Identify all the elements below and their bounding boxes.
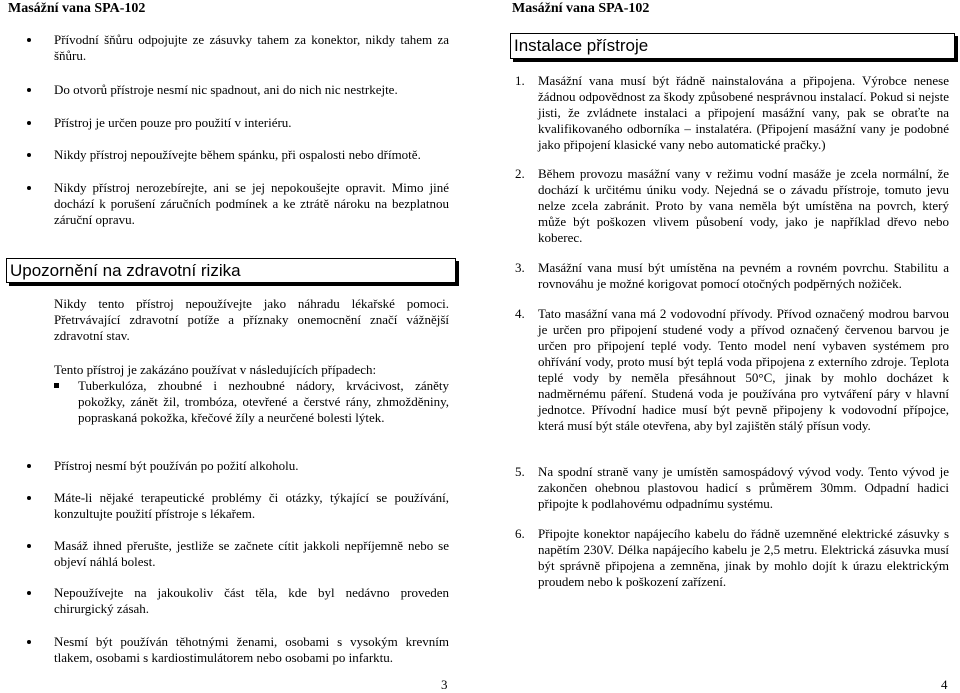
list-item: Máte-li nějaké terapeutické problémy či otázky, týkající se používání, konzultujte použití přístroje s lékařem. [54,490,449,521]
item-number: 5. [515,464,525,479]
paragraph: Nikdy tento přístroj nepoužívejte jako náhradu lékařské pomoci. Přetrvávající zdravotní potíže a příznaky onemocnění značí vážnější zdravotní stav. [54,296,449,343]
running-head: Masážní vana SPA-102 [512,1,650,16]
list-item: Nesmí být používán těhotnými ženami, osobami s vysokým krevním tlakem, osobami s kardiostimulátorem nebo osobami po infarktu. [54,634,449,665]
list-item: Nepoužívejte na jakoukoliv část těla, kde byl nedávno proveden chirurgický zásah. [54,585,449,616]
item-text: Masážní vana musí být řádně nainstalována a připojena. Výrobce nenese žádnou odpovědnost za škody způsobené nesprávnou instalací. Pokud si nejste jisti, že zvládnete instalaci a připojení masážní vany, pak se obraťte na kvalifikovaného odborníka – instalatéra. (Připojení masážní vany je podobné jako připojení klasické vany nebo automatické pračky.) [538,73,949,152]
list-item: Tuberkulóza, zhoubné i nezhoubné nádory, krvácivost, záněty pokožky, zánět žil, trombóza, otevřené a čerstvé rány, zhmožděniny, popraskaná pokožka, křečové žíly a neurčené bolesti lýtek. [54,378,449,426]
list-item: Nikdy přístroj nepoužívejte během spánku, při ospalosti nebo dřímotě. [54,147,449,163]
list-item: Masáž ihned přerušte, jestliže se začnete cítit jakkoli nepříjemně nebo se objeví náhlá bolest. [54,538,449,569]
left-page [0,0,480,691]
item-number: 4. [515,306,525,321]
item-number: 6. [515,526,525,541]
right-page [480,0,960,691]
list-item: Přístroj je určen pouze pro použití v interiéru. [54,115,449,131]
list-item [515,526,949,590]
list-item: Do otvorů přístroje nesmí nic spadnout, ani do nich nic nestrkejte. [54,82,449,98]
list-item [515,166,949,246]
list-item: Přívodní šňůru odpojujte ze zásuvky tahem za konektor, nikdy tahem za šňůru. [54,32,449,63]
paragraph [54,362,449,426]
item-text: Během provozu masážní vany v režimu vodní masáže je zcela normální, že dochází k určitému úniku vody. Nejedná se o závadu přístroje, tomuto jevu nelze zcela zabránit. Proto by vana neměla být umístěna na povrch, který může být poškozen vlivem působení vody, jako je například dřevo nebo koberec. [538,166,949,245]
list-item: Nikdy přístroj nerozebírejte, ani se jej nepokoušejte opravit. Mimo jiné dochází k porušení záručních podmínek a ke ztrátě nároku na bezplatnou záruční opravu. [54,180,449,227]
item-number: 2. [515,166,525,181]
section-heading: Upozornění na zdravotní rizika [6,258,456,283]
running-head: Masážní vana SPA-102 [8,1,146,16]
item-text: Masážní vana musí být umístěna na pevném a rovném povrchu. Stabilitu a rovnováhu je možné korigovat pomocí otočných podpěrných nožiček. [538,260,949,291]
list-item: Přístroj nesmí být používán po požití alkoholu. [54,458,449,474]
item-text: Připojte konektor napájecího kabelu do řádně uzemněné elektrické zásuvky s napětím 230V. Délka napájecího kabelu je 2,5 metru. Elektrická zásuvka musí být správně připojena a zemněna, jinak by mohlo dojít k úrazu elektrickým proudem nebo k poškození zařízení. [538,526,949,589]
item-number: 3. [515,260,525,275]
list-item [515,306,949,434]
list-item [515,73,949,153]
list-item [515,464,949,512]
page-number: 3 [441,677,448,692]
contraindication-list [54,378,449,426]
page-number: 4 [941,677,948,692]
paragraph-intro: Tento přístroj je zakázáno používat v následujících případech: [54,362,377,377]
item-text: Tato masážní vana má 2 vodovodní přívody. Přívod označený modrou barvou je určen pro připojení studené vody a přívod označený červenou barvou je určen pro připojení teplé vody. Tento model není vybaven systémem pro ohřívání vody, proto musí být teplá voda připojena z externího zdroje. Teplota teplé vody by neměla přesáhnout 50°C, jinak by mohlo docházet k nadměrnému páření. Studená voda je používána pro vytváření páry v hlavní jednotce. Přívodní hadice musí být pevně připojeny k vodovodní přípojce, která musí být stále otevřena, aby byl zajištěn stálý přísun vody. [538,306,949,433]
list-item [515,260,949,292]
item-number: 1. [515,73,525,88]
item-text: Na spodní straně vany je umístěn samospádový vývod vody. Tento vývod je zakončen ohebnou plastovou hadicí s průměrem 30mm. Odpadní hadici připojte k podlahovému odpadnímu systému. [538,464,949,511]
section-heading: Instalace přístroje [510,33,955,59]
